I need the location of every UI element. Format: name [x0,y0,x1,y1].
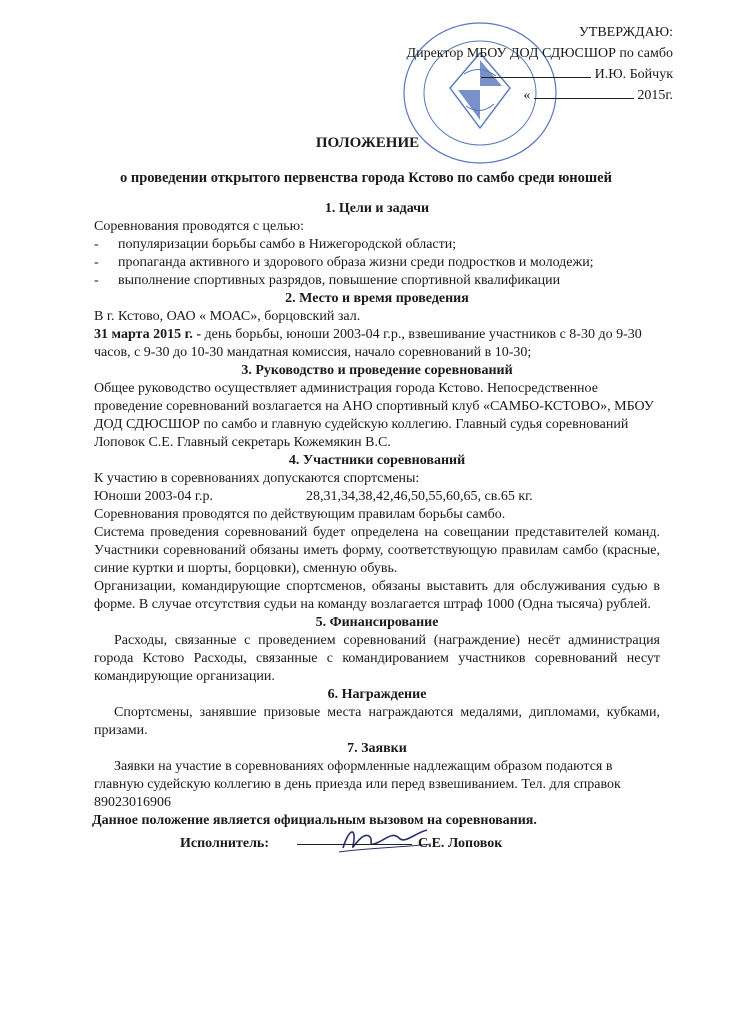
signature-label: Исполнитель: [180,836,269,851]
section-5-heading: 5. Финансирование [315,615,439,630]
signature-blank [481,77,591,78]
approval-date-line [343,85,673,106]
list-item: - пропаганда активного и здорового образа жизни среди подростков и молодежи; [94,255,594,270]
signature-line [297,844,412,845]
document-title: ПОЛОЖЕНИЕ [315,135,420,151]
date-blank [534,98,634,99]
section-5-text: Расходы, связанные с проведением соревнований (награждение) несёт администрация города Кстово Расходы, связанные с командированием участников соревнований несут командирующие организации. [94,633,660,684]
section-2-heading: 2. Место и время проведения [285,291,469,306]
list-item: - выполнение спортивных разрядов, повышение спортивной квалификации [94,273,561,288]
approval-name-line [343,64,673,85]
group-weights: 28,31,34,38,42,46,50,55,60,65, св.65 кг. [306,489,533,504]
section-7-text: Заявки на участие в соревнованиях оформленные надлежащим образом подаются в главную судейскую коллегию в день приезда или перед взвешиванием. Тел. для справок 89023016906 [94,759,621,810]
section-6-text: Спортсмены, занявшие призовые места награждаются медалями, дипломами, кубками, призами. [94,705,660,738]
section-2-place: В г. Кстово, ОАО « МОАС», борцовский зал. [94,309,361,324]
approval-position: Директор МБОУ ДОД СДЮСШОР по самбо [406,46,673,61]
section-4-judges: Организации, командирующие спортсменов, обязаны выставить для обслуживания судью в форме. В случае отсутствия судьи на команду возлагается штраф 1000 (Одна тысяча) рублей. [94,579,660,612]
approval-block [343,22,673,106]
list-item: - популяризации борьбы самбо в Нижегородской области; [94,237,457,252]
section-1-heading: 1. Цели и задачи [324,201,430,216]
section-7-heading: 7. Заявки [347,741,407,756]
date-text: день борьбы, юноши 2003-04 г.р., взвешивание участников с 8-30 до 9-30 часов, с 9-30 до 10-30 мандатная комиссия, начало соревнований в 10-30; [94,327,642,360]
section-1-intro: Соревнования проводятся с целью: [94,219,304,234]
approval-heading: УТВЕРЖДАЮ: [578,25,673,40]
date-bold: 31 марта 2015 г. - [94,327,202,342]
signature-name: С.Е. Лоповок [417,836,503,851]
list-item-text: выполнение спортивных разрядов, повышение спортивной квалификации [118,273,561,288]
section-4-rules: Соревнования проводятся по действующим правилам борьбы самбо. [94,507,506,522]
group-label: Юноши 2003-04 г.р. [94,489,213,504]
list-item-text: популяризации борьбы самбо в Нижегородской области; [118,237,457,252]
signature-row [180,836,502,852]
document-subtitle: о проведении открытого первенства города Кстово по самбо среди юношей [120,170,612,186]
approval-year: 2015г. [637,88,673,103]
section-6-heading: 6. Награждение [327,687,427,702]
approval-quote: « [523,88,531,103]
section-3-heading: 3. Руководство и проведение соревнований [241,363,513,378]
official-notice: Данное положение является официальным вызовом на соревнования. [92,813,537,828]
section-2-date [94,326,660,362]
section-4-intro: К участию в соревнованиях допускаются спортсмены: [94,471,420,486]
section-4-system: Система проведения соревнований будет определена на совещании представителей команд. Участники соревнований обязаны иметь форму, соответствующую правилам самбо (красные, синие куртки и шорты, борцовки), сменную обувь. [94,525,660,576]
section-4-heading: 4. Участники соревнований [288,453,466,468]
document-body [94,200,660,830]
section-3-text: Общее руководство осуществляет администрация города Кстово. Непосредственное проведение соревнований возлагается на АНО спортивный клуб «САМБО-КСТОВО», МБОУ ДОД СДЮСШОР по самбо и главную судейскую коллегию. Главный судья соревнований Лоповок С.Е. Главный секретарь Кожемякин В.С. [94,381,654,450]
list-item-text: пропаганда активного и здорового образа жизни среди подростков и молодежи; [118,255,594,270]
weight-group-row [94,488,660,506]
approval-name: И.Ю. Бойчук [594,67,673,82]
